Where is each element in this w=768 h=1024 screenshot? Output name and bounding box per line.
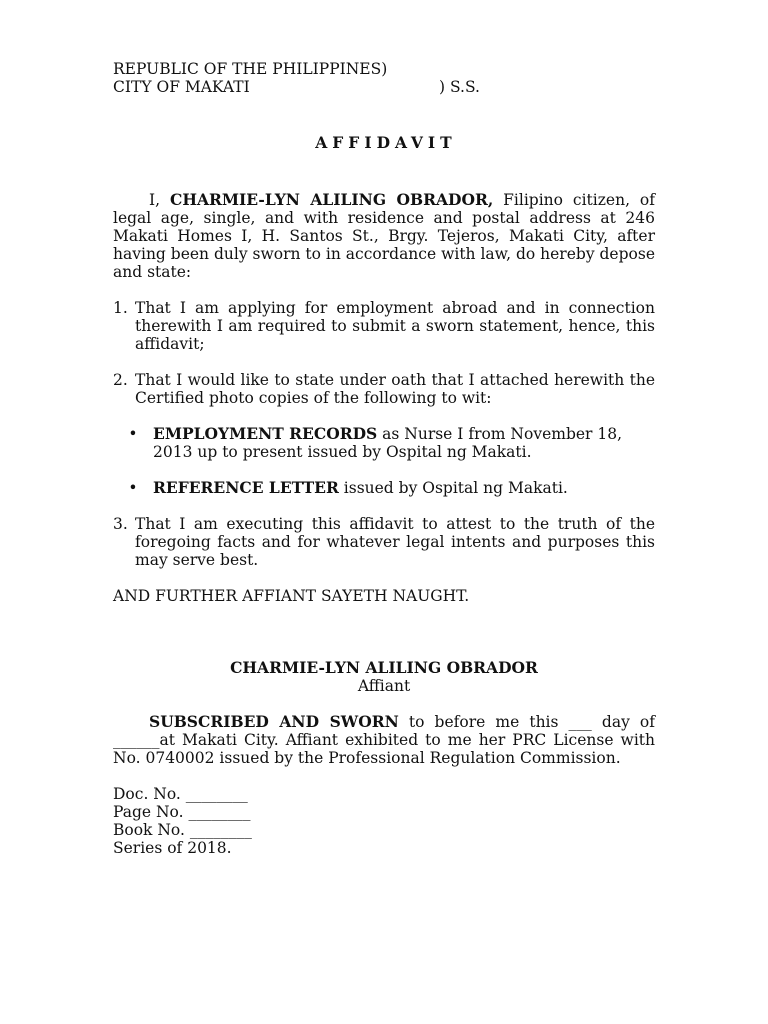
page-number: Page No. ________	[113, 803, 251, 821]
notarial-register	[113, 785, 655, 857]
venue-ss: ) S.S.	[439, 78, 480, 96]
jurat-heading: SUBSCRIBED AND SWORN	[149, 712, 399, 731]
bullet-icon: •	[128, 425, 138, 443]
attachment-text	[153, 425, 655, 461]
book-number: Book No. ________	[113, 821, 252, 839]
bullet-icon: •	[128, 479, 138, 497]
affidavit-page	[113, 60, 655, 857]
item-text: That I would like to state under oath that I attached herewith the Certified photo copies of the following to wit:	[135, 371, 655, 407]
venue-line-1	[113, 60, 655, 78]
affiant-name: CHARMIE-LYN ALILING OBRADOR,	[169, 190, 494, 209]
attachment-item-reference-letter	[113, 479, 655, 497]
doc-number: Doc. No. ________	[113, 785, 248, 803]
intro-paragraph	[113, 191, 655, 281]
attachment-title: REFERENCE LETTER	[153, 478, 339, 497]
signatory-role: Affiant	[357, 677, 411, 695]
attachments-list	[113, 425, 655, 497]
attachment-text	[153, 479, 655, 497]
item-number: 1.	[113, 299, 128, 317]
numbered-item-1	[113, 299, 655, 353]
venue-city: CITY OF MAKATI	[113, 78, 250, 96]
numbered-item-3	[113, 515, 655, 569]
attachment-item-employment-records	[113, 425, 655, 461]
signatory-name: CHARMIE-LYN ALILING OBRADOR	[230, 658, 538, 677]
venue-country: REPUBLIC OF THE PHILIPPINES)	[113, 60, 388, 78]
item-text: That I am applying for employment abroad and in connection therewith I am required to submit a sworn statement, hence, this affidavit;	[135, 299, 655, 353]
jurat-paragraph	[113, 713, 655, 767]
item-number: 2.	[113, 371, 128, 389]
venue-line-2	[113, 78, 655, 96]
attachment-detail: issued by Ospital ng Makati.	[338, 479, 568, 497]
attachment-detail: as Nurse I from November 18, 2013 up to present issued by Ospital ng Makati.	[153, 425, 623, 461]
jurat-text: to before me this ___ day of ______at Makati City. Affiant exhibited to me her PRC License with No. 0740002 issued by the Professional Regulation Commission.	[113, 713, 655, 767]
closing-statement: AND FURTHER AFFIANT SAYETH NAUGHT.	[113, 587, 470, 605]
attachment-title: EMPLOYMENT RECORDS	[153, 424, 378, 443]
document-title: AFFIDAVIT	[315, 133, 457, 152]
item-number: 3.	[113, 515, 128, 533]
venue-block	[113, 60, 655, 96]
numbered-item-2	[113, 371, 655, 407]
item-text: That I am executing this affidavit to attest to the truth of the foregoing facts and for whatever legal intents and purposes this may serve best.	[135, 515, 655, 569]
intro-prefix: I,	[149, 191, 170, 209]
series-year: Series of 2018.	[113, 839, 232, 857]
intro-text: Filipino citizen, of legal age, single, and with residence and postal address at 246 Makati Homes I, H. Santos St., Brgy. Tejeros, Makati City, after having been duly sworn to in accordance with law, do hereby depose and state:	[113, 191, 655, 281]
